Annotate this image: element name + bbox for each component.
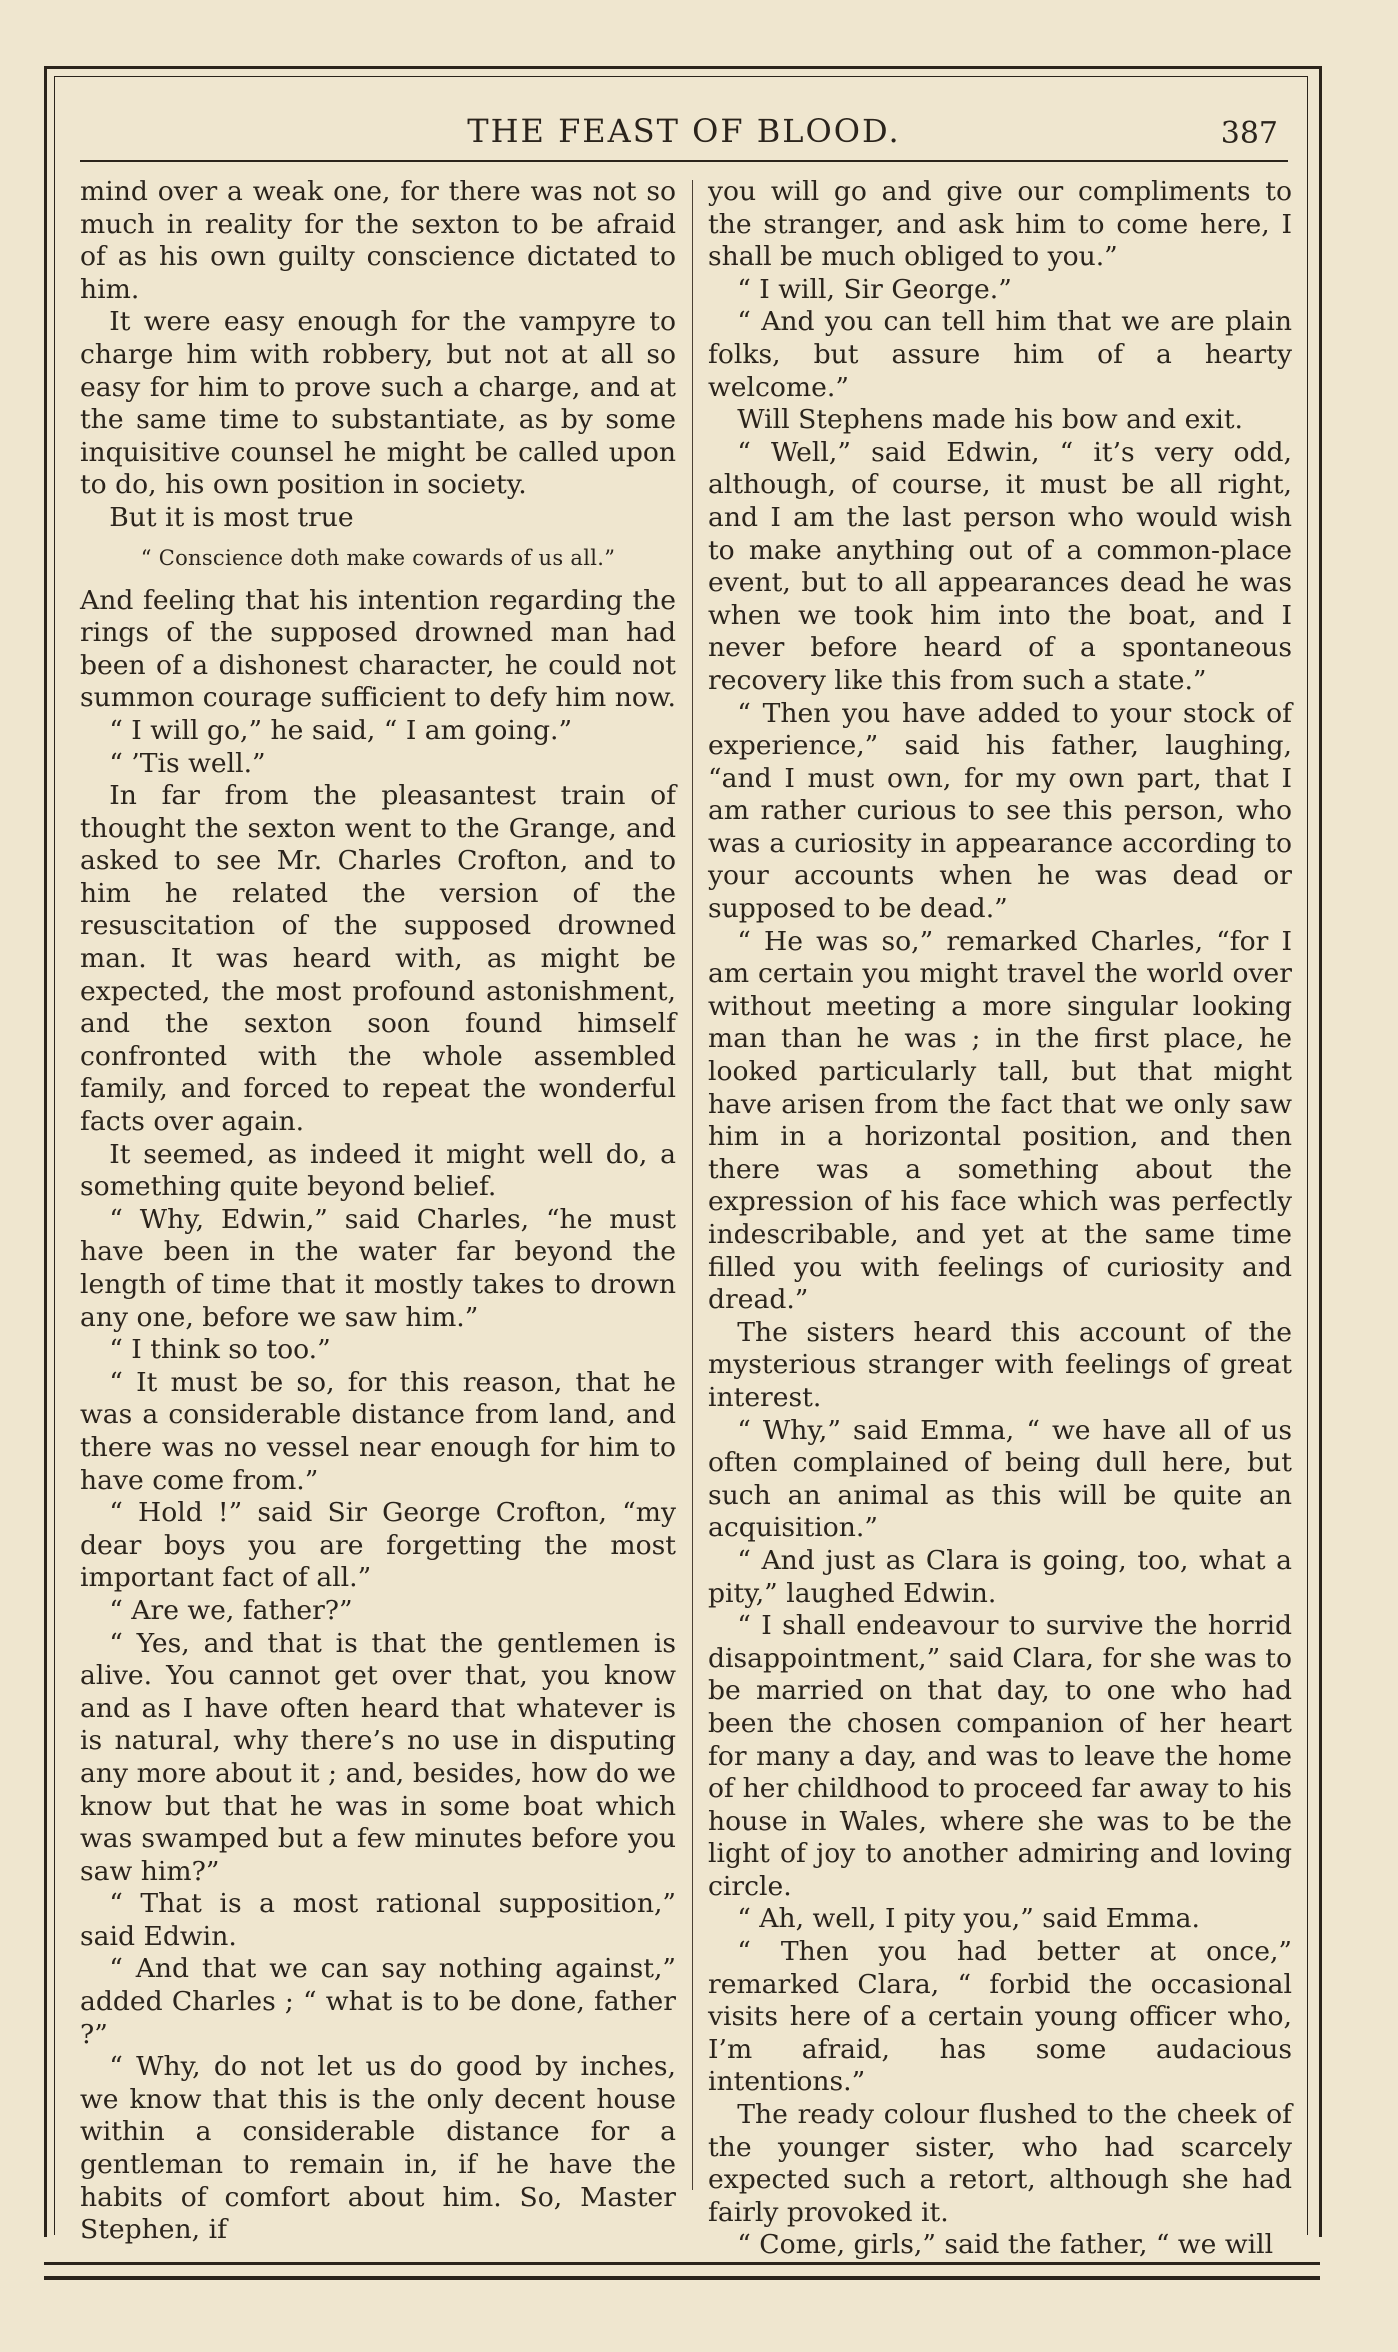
paragraph: “ I shall endeavour to survive the horrid disappointment,” said Clara, for she was to be married on that day, to one who had been the chosen companion of her heart for many a day, and was to leave the home of her childhood to proceed far away to his house in Wales, where she was to be the light of joy to another admiring and loving circle. (708, 1610, 1292, 1902)
paragraph: “ Why, Edwin,” said Charles, “he must have been in the water far beyond the length of time that it mostly takes to drown any one, before we saw him.” (80, 1203, 676, 1333)
paragraph: “ And you can tell him that we are plain folks, but assure him of a hearty welcome.” (708, 306, 1292, 403)
right-text-column (708, 176, 1292, 2262)
header-rule (80, 160, 1288, 162)
left-text-column (80, 176, 676, 2247)
paragraph: It seemed, as indeed it might well do, a something quite beyond belief. (80, 1138, 676, 1203)
paragraph: “ I will go,” he said, “ I am going.” (109, 714, 573, 746)
paragraph: “ Then you have added to your stock of experience,” said his father, laughing, “and I must own, for my own part, that I am rather curious to see this person, who was a curiosity in appearance according to your accounts when he was dead or supposed to be dead.” (708, 697, 1292, 925)
paragraph: And feeling that his intention regarding the rings of the supposed drowned man had been of a dishonest character, he could not summon courage sufficient to defy him now. (80, 584, 676, 714)
paragraph: “ Hold !” said Sir George Crofton, “my dear boys you are forgetting the most important fact of all.” (80, 1497, 676, 1594)
running-title: THE FEAST OF BLOOD. (467, 112, 901, 150)
paragraph: It were easy enough for the vampyre to charge him with robbery, but not at all so easy for him to prove such a charge, and at the same time to substantiate, as by some inquisitive counsel he might be called upon to do, his own position in society. (80, 306, 676, 501)
paragraph: “ And just as Clara is going, too, what a pity,” laughed Edwin. (708, 1544, 1292, 1609)
bottom-rule-thin (44, 2262, 1320, 2265)
paragraph: “ It must be so, for this reason, that he was a considerable distance from land, and there was no vessel near enough for him to have come from.” (80, 1366, 676, 1496)
paragraph: “ I will, Sir George.” (737, 273, 1012, 305)
paragraph: “ Yes, and that is that the gentlemen is alive. You cannot get over that, you know and as I have often heard that whatever is is natural, why there’s no use in disputing any more about it ; and, besides, how do we know but that he was in some boat which was swamped but a few minutes before you saw him?” (80, 1627, 676, 1887)
paragraph: “ ’Tis well.” (109, 747, 266, 779)
paragraph: “ Are we, father?” (109, 1594, 353, 1626)
page-header (80, 112, 1288, 156)
paragraph: “ Why,” said Emma, “ we have all of us often complained of being dull here, but such an animal as this will be quite an acquisition.” (708, 1414, 1292, 1544)
paragraph: you will go and give our compliments to the stranger, and ask him to come here, I shall be much obliged to you.” (708, 176, 1292, 273)
paragraph: The ready colour flushed to the cheek of the younger sister, who had scarcely expected such a retort, although she had fairly provoked it. (708, 2099, 1292, 2228)
paragraph: “ He was so,” remarked Charles, “for I am certain you might travel the world over without meeting a more singular looking man than he was ; in the first place, he looked particularly tall, but that might have arisen from the fact that we only saw him in a horizontal position, and then there was a something about the expression of his face which was perfectly indescribable, and yet at the same time filled you with feelings of curiosity and dread.” (708, 925, 1292, 1316)
page-number: 387 (1220, 116, 1278, 151)
paragraph: In far from the pleasantest train of thought the sexton went to the Grange, and asked to see Mr. Charles Crofton, and to him he related the version of the resuscitation of the supposed drowned man. It was heard with, as might be expected, the most profound astonishment, and the sexton soon found himself confronted with the whole assembled family, and forced to repeat the wonderful facts over again. (80, 780, 676, 1138)
column-divider (692, 180, 693, 2190)
paragraph: “ Ah, well, I pity you,” said Emma. (737, 1903, 1200, 1935)
paragraph: “ Well,” said Edwin, “ it’s very odd, although, of course, it must be all right, and I am the last person who would wish to make anything out of a common-place event, but to all appearances dead he was when we took him into the boat, and I never before heard of a spontaneous recovery like this from such a state.” (708, 436, 1292, 696)
paragraph: Will Stephens made his bow and exit. (737, 404, 1243, 436)
paragraph: The sisters heard this account of the mysterious stranger with feelings of great interest. (708, 1316, 1292, 1413)
paragraph: “ Then you had better at once,” remarked Clara, “ forbid the occasional visits here of a certain young officer who, I’m afraid, has some audacious intentions.” (708, 1936, 1292, 2098)
paragraph: “ Why, do not let us do good by inches, we know that this is the only decent house within a considerable distance for a gentleman to remain in, if he have the habits of comfort about him. So, Master Stephen, if (80, 2051, 676, 2246)
paragraph: “ I think so too.” (109, 1334, 331, 1366)
quotation: “ Conscience doth make cowards of us all.” (140, 545, 616, 570)
bottom-rule-thick (44, 2276, 1320, 2280)
paragraph: “ And that we can say nothing against,” added Charles ; “ what is to be done, father ?” (80, 1953, 676, 2050)
paragraph: mind over a weak one, for there was not so much in reality for the sexton to be afraid of as his own guilty conscience dictated to him. (80, 176, 676, 305)
paragraph: “ That is a most rational supposition,” said Edwin. (80, 1888, 676, 1952)
paragraph: “ Come, girls,” said the father, “ we will (737, 2229, 1274, 2261)
paragraph: But it is most true (109, 501, 354, 533)
